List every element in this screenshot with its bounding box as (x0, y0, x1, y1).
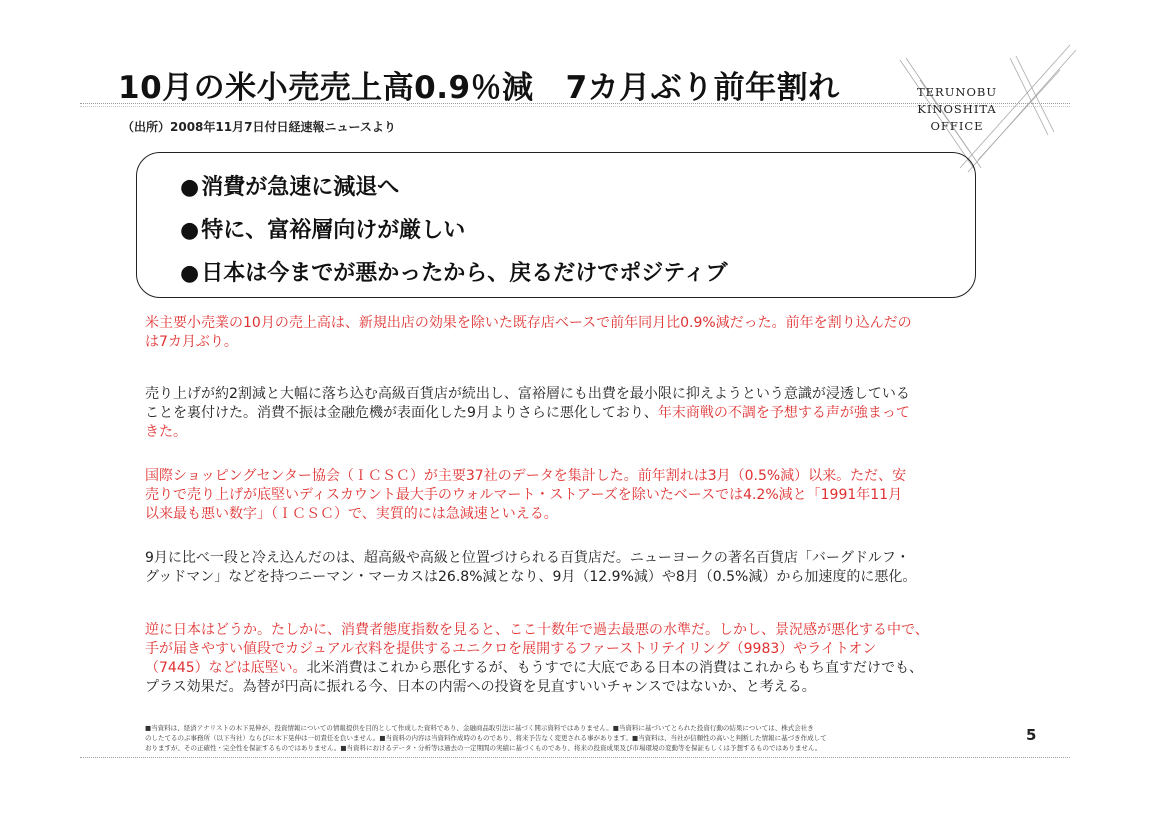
paragraph-line: 国際ショッピングセンター協会（ＩＣＳＣ）が主要37社のデータを集計した。前年割れは3月（0.5%減）以来。ただ、安 (145, 468, 907, 484)
paragraph-2 (145, 385, 1005, 442)
paragraph-1 (145, 314, 1005, 352)
paragraph-line: 売りで売り上げが底堅いディスカウント最大手のウォルマート・ストアーズを除いたベースでは4.2%減と「1991年11月 (145, 487, 903, 503)
paragraph-highlight: 手が届きやすい値段でカジュアル衣料を提供するユニクロを展開するファーストリテイリング（9983）やライトオン (145, 641, 877, 657)
logo-line-1: TERUNOBU (916, 85, 998, 99)
paragraph-line (145, 659, 1005, 678)
paragraph-line: 米主要小売業の10月の売上高は、新規出店の効果を除いた既存店ベースで前年同月比0.9%減だった。前年を割り込んだの (145, 315, 912, 331)
title-main: 10月の米小売売上高0.9％減 (118, 70, 534, 106)
paragraph-line: は7カ月ぶり。 (145, 334, 238, 350)
paragraph-line (145, 404, 1005, 423)
page-number: 5 (1026, 726, 1037, 744)
footer-rule (80, 757, 1070, 758)
key-point-text: 日本は今までが悪かったから、戻るだけでポジティブ (201, 261, 728, 286)
paragraph-4 (145, 549, 1005, 587)
bullet-icon: ● (180, 175, 200, 200)
source-note: （出所）2008年11月7日付日経速報ニュースより (122, 120, 396, 134)
key-point-text: 消費が急速に減退へ (201, 175, 400, 200)
disclaimer (145, 723, 1015, 753)
title-sub: 7カ月ぶり前年割れ (565, 70, 840, 106)
bullet-icon: ● (180, 218, 200, 243)
disclaimer-line: のしたてるのぶ事務所（以下当社）ならびに木下晃伸は一切責任を負いません。■当資料の内容は当資料作成時のものであり、将来予告なく変更される事があります。■当資料は、当社が信頼性の高いと判断した情報に基づき作成して (145, 734, 827, 742)
paragraph-line: グッドマン」などを持つニーマン・マーカスは26.8%減となり、9月（12.9%減）や8月（0.5%減）から加速度的に悪化。 (145, 569, 917, 585)
key-point-1 (180, 170, 399, 201)
paragraph-line: 以来最も悪い数字」（ＩＣＳＣ）で、実質的には急減速といえる。 (145, 506, 558, 522)
paragraph-text: ことを裏付けた。消費不振は金融危機が表面化した9月よりさらに悪化しており、 (145, 405, 658, 421)
key-point-text: 特に、富裕層向けが厳しい (201, 218, 466, 243)
office-logo (912, 84, 1002, 135)
paragraph-line: 売り上げが約2割減と大幅に落ち込む高級百貨店が続出し、富裕層にも出費を最小限に抑えようという意識が浸透している (145, 386, 910, 402)
paragraph-highlight: 年末商戦の不調を予想する声が強まって (657, 405, 910, 421)
key-point-3 (180, 256, 727, 287)
slide-title (118, 62, 840, 107)
paragraph-highlight: 逆に日本はどうか。たしかに、消費者態度指数を見ると、ここ十数年で過去最悪の水準だ。しかし、景況感が悪化する中で、 (145, 622, 929, 638)
paragraph-highlight: きた。 (145, 424, 187, 440)
disclaimer-line: ■当資料は、経済アナリストの木下晃伸が、投資情報についての情報提供を目的として作成した資料であり、金融商品取引法に基づく開示資料ではありません。■当資料に基づいてとられた投資行動の結果については、株式会社き (145, 724, 814, 732)
paragraph-5 (145, 621, 1005, 697)
paragraph-line: プラス効果だ。為替が円高に振れる今、日本の内需への投資を見直すいいチャンスではないか、と考える。 (145, 679, 816, 695)
paragraph-line: 9月に比べ一段と冷え込んだのは、超高級や高級と位置づけられる百貨店だ。ニューヨークの著名百貨店「バーグドルフ・ (145, 550, 910, 566)
paragraph-highlight: （7445）などは底堅い。 (145, 660, 307, 676)
bullet-icon: ● (180, 261, 200, 286)
paragraph-3 (145, 467, 1005, 524)
logo-line-2: KINOSHITA (917, 102, 997, 116)
logo-line-3: OFFICE (930, 119, 984, 133)
key-point-2 (180, 213, 465, 244)
paragraph-text: 北米消費はこれから悪化するが、もうすでに大底である日本の消費はこれからもち直すだけでも、 (306, 660, 924, 676)
disclaimer-line: おりますが、その正確性・完全性を保証するものではありません。■当資料におけるデータ・分析等は過去の一定期間の実績に基づくものであり、将来の投資成果及び市場環境の変動等を保証もしくは予想するものではありません。 (145, 744, 822, 752)
